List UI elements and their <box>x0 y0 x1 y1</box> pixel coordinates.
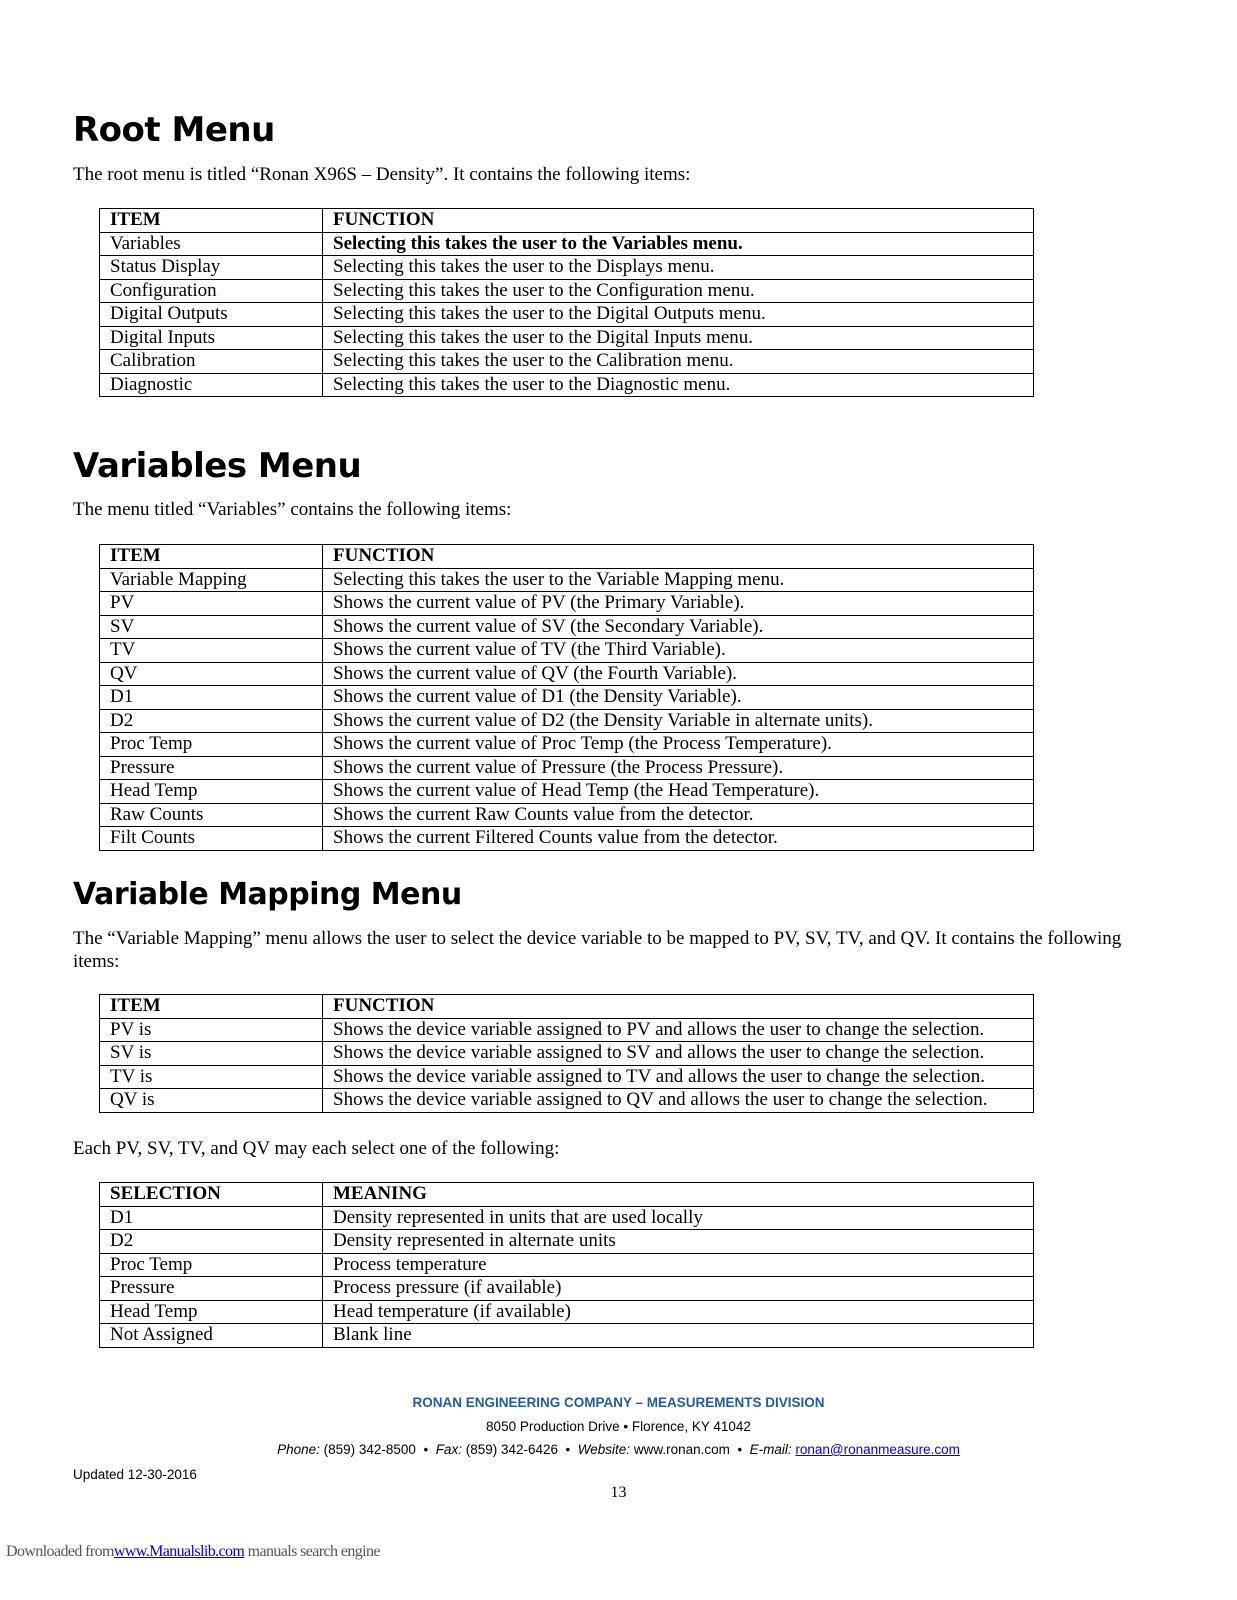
footer-contact: Phone: (859) 342-8500 • Fax: (859) 342-6426 • Website: www.ronan.com • E-mail: ronan@ronanmeasure.com <box>277 1442 960 1457</box>
variable-mapping-table <box>99 994 1034 1113</box>
variables-menu-table <box>99 544 1034 851</box>
cell-item: D1 <box>100 1206 323 1230</box>
column-header-function: MEANING <box>323 1183 1034 1207</box>
table-row <box>100 232 1034 256</box>
table-header-row <box>100 209 1034 233</box>
cell-item: Proc Temp <box>100 733 323 757</box>
cell-item: PV is <box>100 1018 323 1042</box>
cell-function: Selecting this takes the user to the Configuration menu. <box>323 279 1034 303</box>
cell-item: Calibration <box>100 350 323 374</box>
cell-function: Selecting this takes the user to the Variable Mapping menu. <box>323 568 1034 592</box>
column-header-function: FUNCTION <box>323 545 1034 569</box>
cell-item: Raw Counts <box>100 803 323 827</box>
download-prefix: Downloaded from <box>6 1543 114 1560</box>
table-row <box>100 373 1034 397</box>
cell-function: Density represented in units that are used locally <box>323 1206 1034 1230</box>
cell-item: Diagnostic <box>100 373 323 397</box>
table-row <box>100 686 1034 710</box>
table-row <box>100 256 1034 280</box>
variable-mapping-intro: The “Variable Mapping” menu allows the user to select the device variable to be mapped to PV, SV, TV, and QV. It contains the following items: <box>73 928 1122 972</box>
cell-item: Variables <box>100 232 323 256</box>
table-row <box>100 279 1034 303</box>
cell-function: Selecting this takes the user to the Calibration menu. <box>323 350 1034 374</box>
table-row <box>100 756 1034 780</box>
cell-item: Pressure <box>100 756 323 780</box>
table-row <box>100 709 1034 733</box>
cell-item: D1 <box>100 686 323 710</box>
table-row <box>100 1065 1034 1089</box>
cell-function: Head temperature (if available) <box>323 1300 1034 1324</box>
cell-function: Blank line <box>323 1324 1034 1348</box>
cell-item: SV is <box>100 1042 323 1066</box>
website-label: Website: <box>577 1442 631 1457</box>
variables-menu-heading: Variables Menu <box>73 446 362 486</box>
cell-function: Selecting this takes the user to the Digital Inputs menu. <box>323 326 1034 350</box>
table-row <box>100 568 1034 592</box>
cell-function: Shows the current value of D1 (the Density Variable). <box>323 686 1034 710</box>
phone-number: (859) 342-8500 <box>323 1442 416 1457</box>
cell-item: Proc Temp <box>100 1253 323 1277</box>
cell-function: Shows the current value of SV (the Secondary Variable). <box>323 615 1034 639</box>
cell-item: Configuration <box>100 279 323 303</box>
manualslib-link[interactable]: www.Manualslib.com <box>113 1543 245 1560</box>
table-row <box>100 780 1034 804</box>
cell-function: Shows the current value of Proc Temp (the Process Temperature). <box>323 733 1034 757</box>
table-row <box>100 662 1034 686</box>
table-row <box>100 1018 1034 1042</box>
cell-function: Shows the device variable assigned to TV and allows the user to change the selection. <box>323 1065 1034 1089</box>
table-row <box>100 350 1034 374</box>
cell-function: Process temperature <box>323 1253 1034 1277</box>
table-row <box>100 1324 1034 1348</box>
cell-function: Shows the current value of Head Temp (the Head Temperature). <box>323 780 1034 804</box>
phone-label: Phone: <box>277 1442 320 1457</box>
cell-item: Pressure <box>100 1277 323 1301</box>
fax-number: (859) 342-6426 <box>465 1442 559 1457</box>
column-header-item: ITEM <box>100 209 323 233</box>
variable-mapping-heading: Variable Mapping Menu <box>73 877 462 912</box>
cell-item: D2 <box>100 1230 323 1254</box>
table-row <box>100 1253 1034 1277</box>
fax-label: Fax: <box>435 1442 462 1457</box>
variables-menu-intro: The menu titled “Variables” contains the following items: <box>73 499 512 520</box>
page-number: 13 <box>610 1484 627 1501</box>
table-row <box>100 592 1034 616</box>
cell-function: Shows the current value of TV (the Third Variable). <box>323 639 1034 663</box>
cell-function: Process pressure (if available) <box>323 1277 1034 1301</box>
table-row <box>100 326 1034 350</box>
table-row <box>100 1277 1034 1301</box>
cell-item: TV <box>100 639 323 663</box>
website-text: www.ronan.com <box>633 1442 730 1457</box>
cell-function: Shows the current value of Pressure (the Process Pressure). <box>323 756 1034 780</box>
table-row <box>100 1042 1034 1066</box>
table-row <box>100 733 1034 757</box>
table-header-row <box>100 995 1034 1019</box>
table-row <box>100 1206 1034 1230</box>
cell-function: Shows the device variable assigned to QV and allows the user to change the selection. <box>323 1089 1034 1113</box>
table-row <box>100 827 1034 851</box>
cell-item: Status Display <box>100 256 323 280</box>
cell-function: Selecting this takes the user to the Diagnostic menu. <box>323 373 1034 397</box>
table-header-row <box>100 545 1034 569</box>
table-row <box>100 1300 1034 1324</box>
cell-item: Digital Outputs <box>100 303 323 327</box>
cell-function: Shows the current value of PV (the Primary Variable). <box>323 592 1034 616</box>
cell-function: Shows the device variable assigned to PV and allows the user to change the selection. <box>323 1018 1034 1042</box>
column-header-item: ITEM <box>100 995 323 1019</box>
table-row <box>100 303 1034 327</box>
cell-function: Shows the current value of D2 (the Density Variable in alternate units). <box>323 709 1034 733</box>
download-bar <box>6 1543 380 1561</box>
cell-item: QV <box>100 662 323 686</box>
selection-table <box>99 1182 1034 1348</box>
email-label: E-mail: <box>749 1442 792 1457</box>
cell-function: Shows the current Raw Counts value from the detector. <box>323 803 1034 827</box>
cell-item: Head Temp <box>100 1300 323 1324</box>
cell-function: Shows the device variable assigned to SV and allows the user to change the selection. <box>323 1042 1034 1066</box>
column-header-item: SELECTION <box>100 1183 323 1207</box>
table-row <box>100 1230 1034 1254</box>
root-menu-table <box>99 208 1034 397</box>
cell-item: Filt Counts <box>100 827 323 851</box>
cell-function: Density represented in alternate units <box>323 1230 1034 1254</box>
cell-function: Shows the current Filtered Counts value from the detector. <box>323 827 1034 851</box>
updated-date: Updated 12-30-2016 <box>73 1467 197 1482</box>
selection-intro: Each PV, SV, TV, and QV may each select one of the following: <box>73 1138 560 1159</box>
cell-item: Not Assigned <box>100 1324 323 1348</box>
cell-function: Selecting this takes the user to the Digital Outputs menu. <box>323 303 1034 327</box>
cell-item: D2 <box>100 709 323 733</box>
column-header-function: FUNCTION <box>323 995 1034 1019</box>
table-row <box>100 615 1034 639</box>
root-menu-intro: The root menu is titled “Ronan X96S – Density”. It contains the following items: <box>73 164 691 185</box>
column-header-item: ITEM <box>100 545 323 569</box>
cell-function: Shows the current value of QV (the Fourth Variable). <box>323 662 1034 686</box>
cell-item: Variable Mapping <box>100 568 323 592</box>
root-menu-heading: Root Menu <box>73 110 275 150</box>
cell-item: SV <box>100 615 323 639</box>
table-row <box>100 1089 1034 1113</box>
footer-address: 8050 Production Drive • Florence, KY 41042 <box>486 1419 751 1434</box>
footer-company: RONAN ENGINEERING COMPANY – MEASUREMENTS DIVISION <box>412 1395 825 1410</box>
table-row <box>100 803 1034 827</box>
cell-item: Digital Inputs <box>100 326 323 350</box>
cell-item: TV is <box>100 1065 323 1089</box>
table-row <box>100 639 1034 663</box>
column-header-function: FUNCTION <box>323 209 1034 233</box>
cell-function: Selecting this takes the user to the Variables menu. <box>323 232 1034 256</box>
cell-item: QV is <box>100 1089 323 1113</box>
email-link[interactable]: ronan@ronanmeasure.com <box>795 1442 960 1457</box>
table-header-row <box>100 1183 1034 1207</box>
cell-function: Selecting this takes the user to the Displays menu. <box>323 256 1034 280</box>
cell-item: PV <box>100 592 323 616</box>
cell-item: Head Temp <box>100 780 323 804</box>
download-suffix: manuals search engine <box>244 1543 380 1560</box>
